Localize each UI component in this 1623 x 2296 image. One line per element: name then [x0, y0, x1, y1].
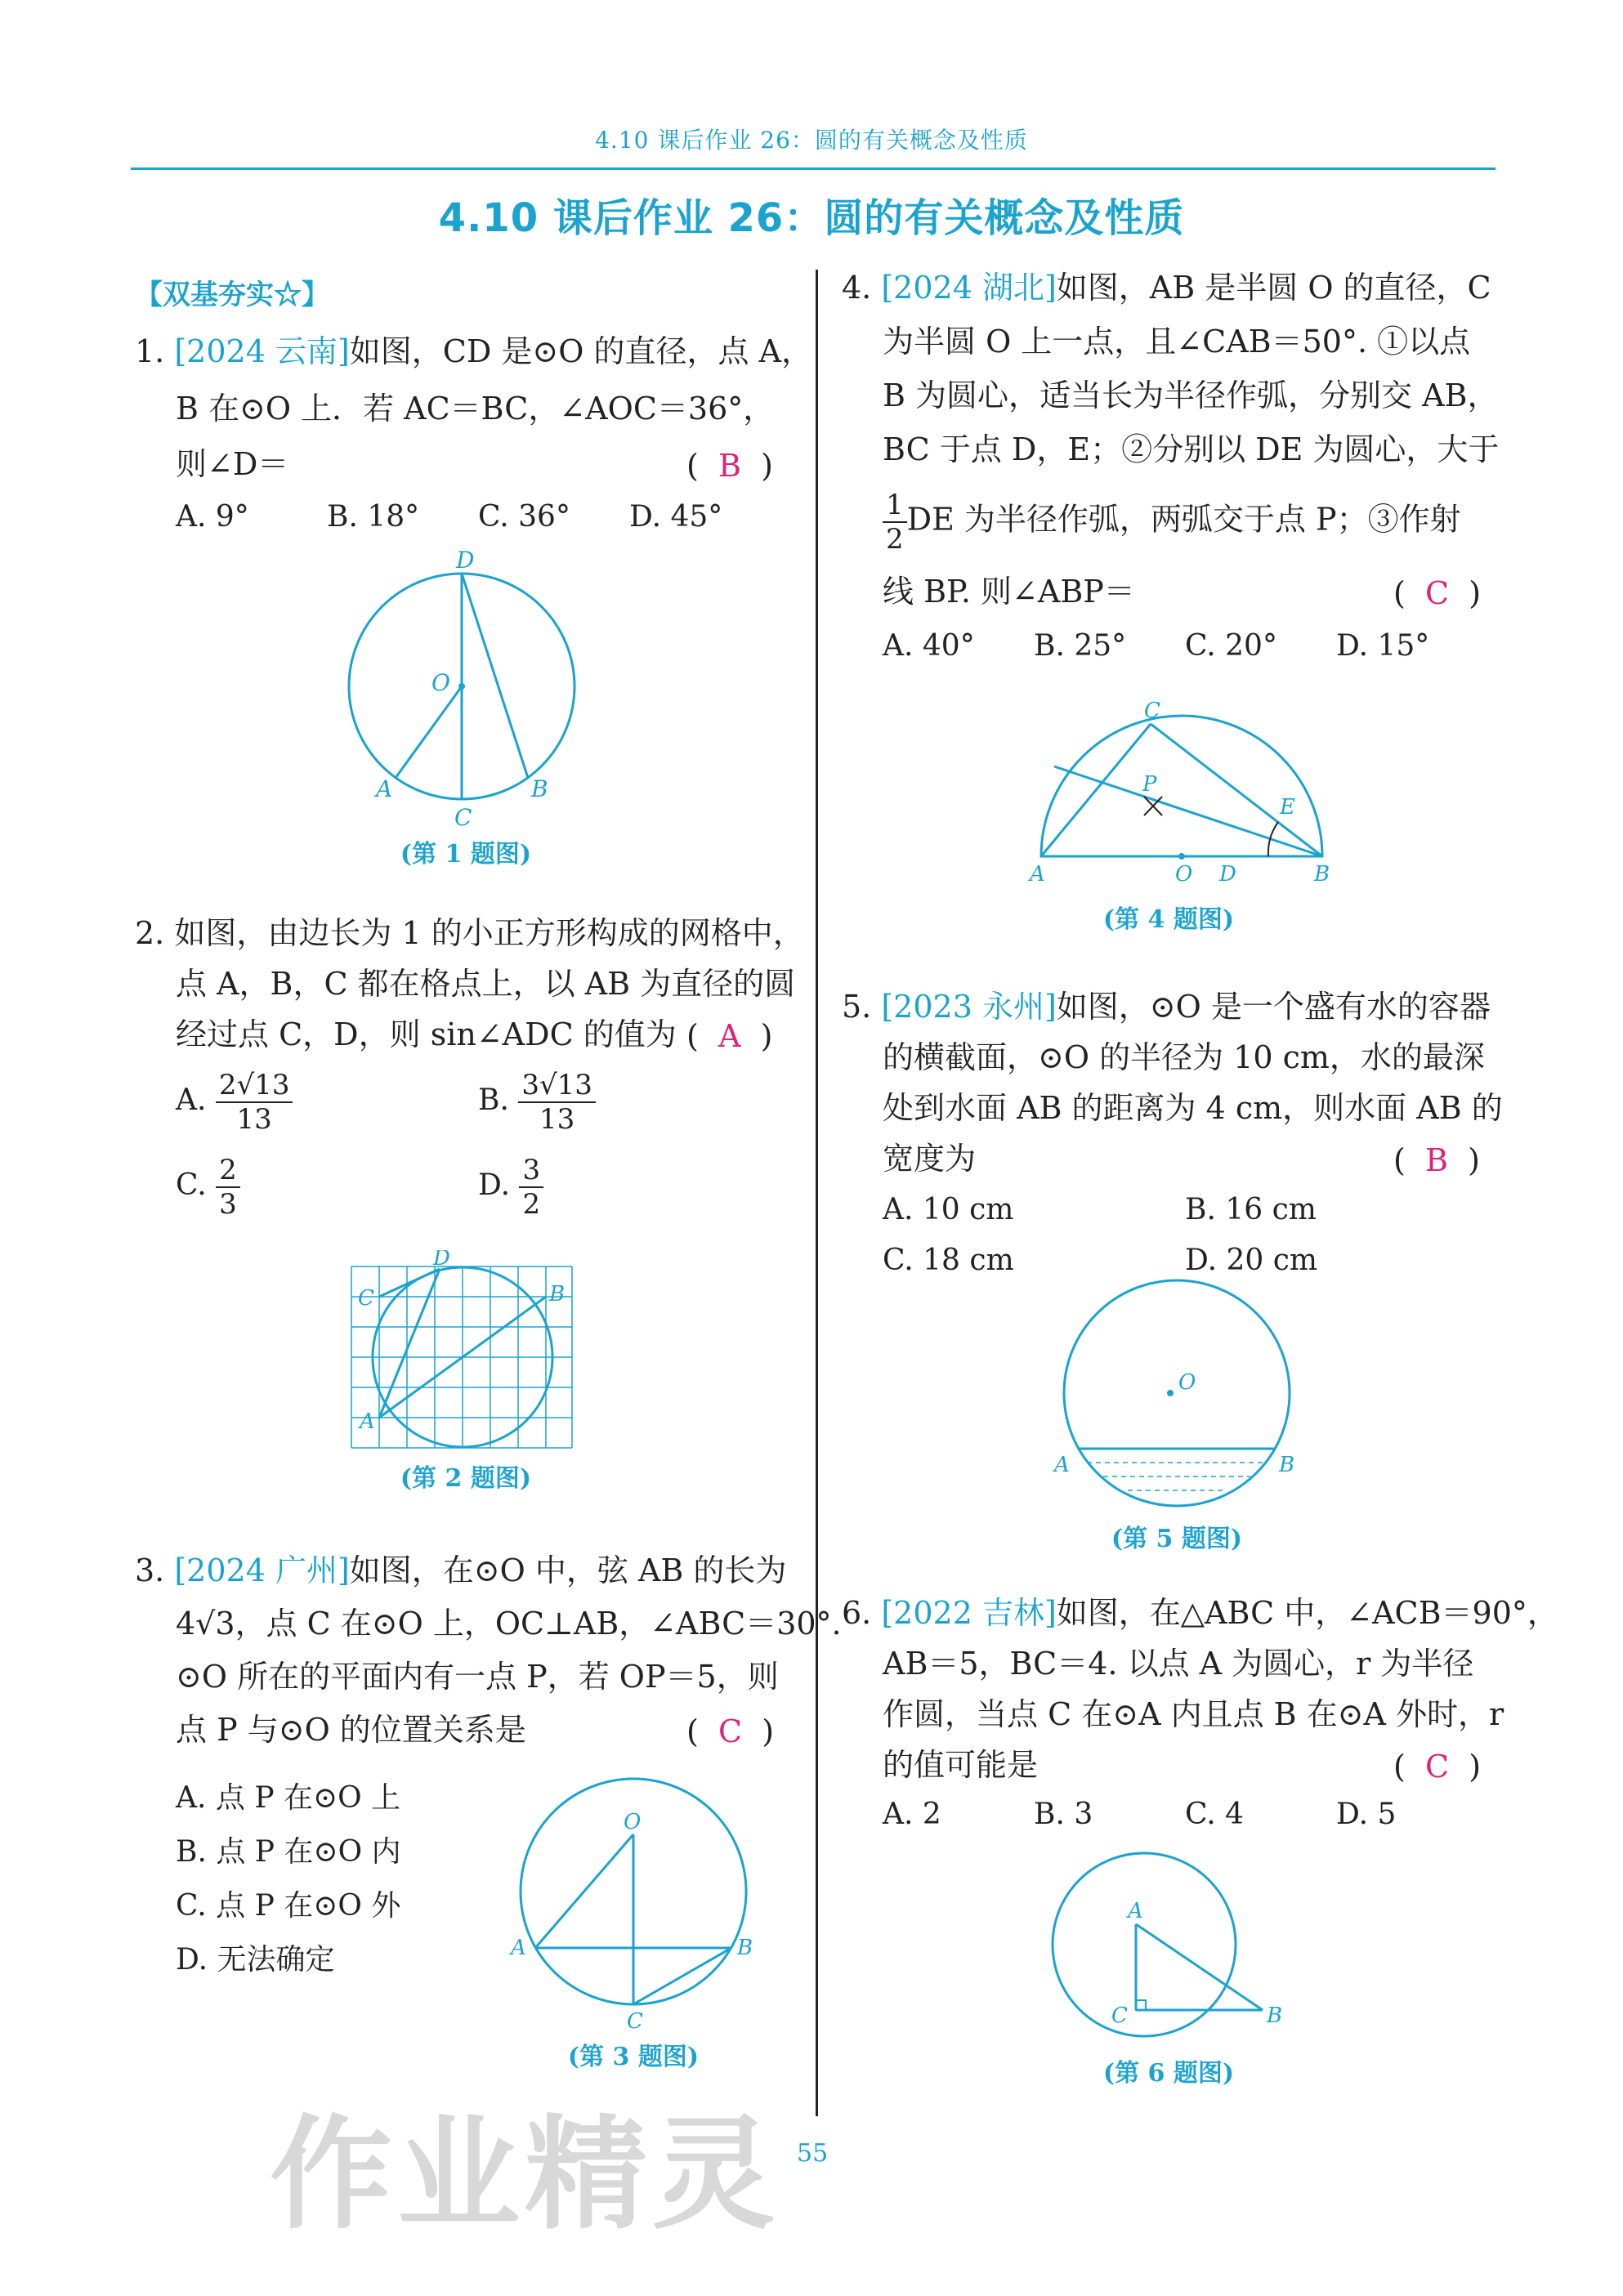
q1-figure	[327, 543, 605, 838]
q1-label-d: D	[456, 547, 475, 574]
q2-figure	[343, 1250, 588, 1454]
q2-text1: 如图，由边长为 1 的小正方形构成的网格中，	[174, 915, 804, 951]
q5-line4: 宽度为	[883, 1141, 977, 1177]
q2-option-c-fraction	[216, 1154, 240, 1221]
q4-number: 4.	[842, 270, 872, 306]
q2-option-a	[176, 1069, 293, 1136]
q3-answer: C	[718, 1713, 743, 1749]
q4-option-d: D. 15°	[1336, 629, 1430, 663]
q5-label-o: O	[1178, 1370, 1196, 1395]
q4-line2: 为半圆 O 上一点，且∠CAB＝50°. ①以点	[883, 324, 1471, 360]
q6-caption: (第 6 题图)	[1102, 2059, 1235, 2088]
q4-label-c: C	[1144, 699, 1160, 723]
q2-number: 2.	[135, 915, 165, 951]
q6-option-c: C. 4	[1185, 1798, 1245, 1831]
q2-option-c-den: 3	[219, 1188, 237, 1221]
q3-number: 3.	[135, 1552, 165, 1588]
q2-option-d-fraction	[519, 1154, 543, 1221]
q3-source: [2024 广州]	[174, 1552, 350, 1588]
q2-option-d	[478, 1154, 543, 1221]
q2-option-c-num: 2	[216, 1154, 240, 1188]
q1-option-c: C. 36°	[478, 500, 570, 534]
page-number: 55	[797, 2139, 829, 2168]
q2-option-c	[176, 1154, 240, 1221]
q5-center-dot	[1167, 1390, 1174, 1396]
q6-line2: AB＝5，BC＝4. 以点 A 为圆心，r 为半径	[883, 1646, 1474, 1682]
q3-line1	[135, 1544, 786, 1597]
q3-line4: 点 P 与⊙O 的位置关系是	[176, 1712, 526, 1748]
q2-answer: A	[718, 1018, 741, 1054]
q6-text1: 如图，在△ABC 中，∠ACB＝90°，	[1056, 1595, 1558, 1631]
q2-label-b: B	[549, 1282, 566, 1307]
q4-chord-cb	[1151, 724, 1322, 856]
q2-line3: 经过点 C，D，则 sin∠ADC 的值为	[176, 1016, 677, 1052]
q4-line6: 线 BP. 则∠ABP＝	[883, 574, 1135, 610]
q4-line4: BC 于点 D，E；②分别以 DE 为圆心，大于	[883, 431, 1500, 467]
q4-line3: B 为圆心，适当长为半径作弧，分别交 AB，	[883, 377, 1499, 413]
q2-label-c: C	[358, 1286, 374, 1311]
q2-option-a-letter: A.	[176, 1083, 207, 1117]
q5-option-a: A. 10 cm	[883, 1193, 1014, 1226]
header-rule	[131, 168, 1496, 170]
q2-line1	[135, 907, 804, 959]
q3-label-a: A	[511, 1936, 526, 1960]
q3-option-d: D. 无法确定	[176, 1943, 335, 1977]
q2-option-b-num: 3√13	[518, 1069, 596, 1103]
q4-label-e: E	[1280, 795, 1295, 820]
q3-option-c: C. 点 P 在⊙O 外	[176, 1889, 401, 1923]
q5-line3: 处到水面 AB 的距离为 4 cm，则水面 AB 的	[883, 1090, 1503, 1126]
q1-answer-box: ( B )	[686, 448, 773, 484]
q1-radius-oa	[396, 686, 462, 778]
section-heading: 【双基夯实☆】	[135, 279, 329, 311]
q2-line2: 点 A，B，C 都在格点上，以 AB 为直径的圆	[176, 966, 796, 1002]
q1-label-c: C	[454, 804, 472, 831]
q2-option-b-den: 13	[539, 1103, 575, 1136]
q2-option-a-num: 2√13	[216, 1069, 293, 1103]
q1-option-b: B. 18°	[327, 500, 420, 534]
q4-answer: C	[1424, 575, 1450, 611]
q4-line5	[883, 489, 1461, 556]
q2-label-d: D	[433, 1250, 450, 1271]
q6-side-ab	[1136, 1924, 1263, 2010]
q1-caption: (第 1 题图)	[400, 840, 532, 869]
q6-figure	[1030, 1843, 1308, 2063]
q3-label-o: O	[624, 1810, 642, 1834]
q5-caption: (第 5 题图)	[1111, 1525, 1243, 1553]
q2-option-d-letter: D.	[478, 1168, 511, 1202]
q5-option-d: D. 20 cm	[1185, 1244, 1318, 1277]
page-title: 4.10 课后作业 26：圆的有关概念及性质	[438, 195, 1185, 241]
q4-option-a: A. 40°	[883, 629, 975, 663]
q1-label-b: B	[531, 775, 548, 802]
q1-line2: B 在⊙O 上．若 AC＝BC，∠AOC＝36°，	[176, 391, 775, 427]
q4-label-b: B	[1314, 862, 1330, 887]
q2-option-d-den: 2	[522, 1188, 541, 1221]
q2-caption: (第 2 题图)	[400, 1464, 532, 1493]
q3-option-a: A. 点 P 在⊙O 上	[176, 1781, 401, 1815]
q5-source: [2023 永州]	[881, 989, 1057, 1025]
q5-option-c: C. 18 cm	[883, 1244, 1014, 1277]
q5-figure	[1046, 1279, 1316, 1516]
q4-center-dot	[1178, 853, 1185, 860]
q6-label-c: C	[1111, 2003, 1128, 2028]
q4-label-d: D	[1219, 862, 1236, 887]
q3-answer-box: ( C )	[686, 1713, 775, 1749]
q6-line4: 的值可能是	[883, 1747, 1039, 1783]
q4-text1: 如图，AB 是半圆 O 的直径，C	[1056, 270, 1491, 306]
q6-right-angle-mark	[1136, 2000, 1146, 2010]
q3-line2: 4√3，点 C 在⊙O 上，OC⊥AB，∠ABC＝30°.	[176, 1606, 842, 1642]
q4-half-den: 2	[886, 523, 904, 556]
q1-label-a: A	[376, 775, 393, 802]
q3-figure	[503, 1765, 772, 2035]
q5-circle	[1064, 1280, 1290, 1506]
q4-line1	[842, 261, 1491, 314]
q6-option-d: D. 5	[1336, 1798, 1397, 1831]
q6-label-b: B	[1267, 2003, 1283, 2028]
q4-semicircle	[1041, 716, 1322, 856]
q6-line1	[842, 1587, 1558, 1639]
q2-option-b	[478, 1069, 596, 1136]
q5-line1	[842, 980, 1491, 1033]
running-header: 4.10 课后作业 26：圆的有关概念及性质	[595, 127, 1028, 154]
q6-answer-box: ( C )	[1393, 1749, 1482, 1785]
q6-answer: C	[1424, 1749, 1450, 1785]
q5-line2: 的横截面，⊙O 的半径为 10 cm，水的最深	[883, 1039, 1485, 1075]
q4-half-num: 1	[883, 489, 907, 523]
q1-source: [2024 云南]	[174, 333, 350, 369]
q4-label-o: O	[1175, 862, 1193, 887]
watermark-text: 作业精灵	[270, 2104, 780, 2246]
q3-caption: (第 3 题图)	[567, 2043, 700, 2071]
q1-line1	[135, 325, 812, 377]
q4-source: [2024 湖北]	[881, 270, 1057, 306]
q3-chord-cb	[633, 1948, 731, 2004]
q5-label-a: A	[1054, 1453, 1070, 1477]
q5-answer-box: ( B )	[1393, 1142, 1480, 1178]
q2-option-a-den: 13	[236, 1103, 272, 1136]
q4-half-fraction	[883, 489, 907, 556]
q6-source: [2022 吉林]	[881, 1595, 1057, 1631]
q1-text1: 如图，CD 是⊙O 的直径，点 A，	[349, 333, 813, 369]
q5-answer: B	[1424, 1142, 1448, 1178]
q4-option-b: B. 25°	[1034, 629, 1127, 663]
q6-option-b: B. 3	[1034, 1798, 1093, 1831]
column-divider	[816, 270, 818, 2116]
q6-line3: 作圆，当点 C 在⊙A 内且点 B 在⊙A 外时，r	[883, 1696, 1505, 1732]
q1-option-d: D. 45°	[629, 500, 723, 534]
q4-caption: (第 4 题图)	[1102, 905, 1235, 934]
q2-label-a: A	[360, 1409, 375, 1434]
q3-radius-oa	[535, 1834, 633, 1948]
q5-option-b: B. 16 cm	[1185, 1193, 1317, 1226]
q5-text1: 如图，⊙O 是一个盛有水的容器	[1056, 989, 1491, 1025]
q4-label-a: A	[1030, 862, 1045, 887]
q4-label-p: P	[1142, 772, 1157, 797]
q4-figure	[1022, 695, 1348, 891]
q4-text5: DE 为半径作弧，两弧交于点 P；③作射	[906, 501, 1461, 538]
q4-option-c: C. 20°	[1185, 629, 1277, 663]
q1-center-dot	[458, 683, 465, 690]
q1-label-o: O	[431, 669, 450, 696]
q2-option-b-fraction	[518, 1069, 596, 1136]
q5-label-b: B	[1279, 1453, 1295, 1477]
q2-option-c-letter: C.	[176, 1168, 207, 1202]
q1-answer: B	[718, 448, 741, 484]
q1-option-a: A. 9°	[176, 500, 249, 534]
q1-number: 1.	[135, 333, 165, 369]
q3-option-b: B. 点 P 在⊙O 内	[176, 1835, 401, 1869]
q2-answer-box: ( A )	[686, 1018, 773, 1054]
q4-answer-box: ( C )	[1393, 575, 1482, 611]
q2-option-b-letter: B.	[478, 1083, 509, 1117]
q6-circle	[1053, 1853, 1236, 2036]
q3-label-c: C	[627, 2009, 643, 2034]
q6-number: 6.	[842, 1595, 872, 1631]
q1-chord-db	[462, 574, 528, 778]
q2-option-d-num: 3	[519, 1154, 543, 1188]
q6-option-a: A. 2	[883, 1798, 941, 1831]
q1-line3: 则∠D＝	[176, 446, 289, 482]
q3-label-b: B	[737, 1936, 753, 1960]
q3-text1: 如图，在⊙O 中，弦 AB 的长为	[349, 1552, 787, 1588]
q2-option-a-fraction	[216, 1069, 293, 1136]
q6-label-a: A	[1128, 1899, 1143, 1923]
q3-line3: ⊙O 所在的平面内有一点 P，若 OP＝5，则	[176, 1659, 779, 1695]
q5-number: 5.	[842, 989, 872, 1025]
